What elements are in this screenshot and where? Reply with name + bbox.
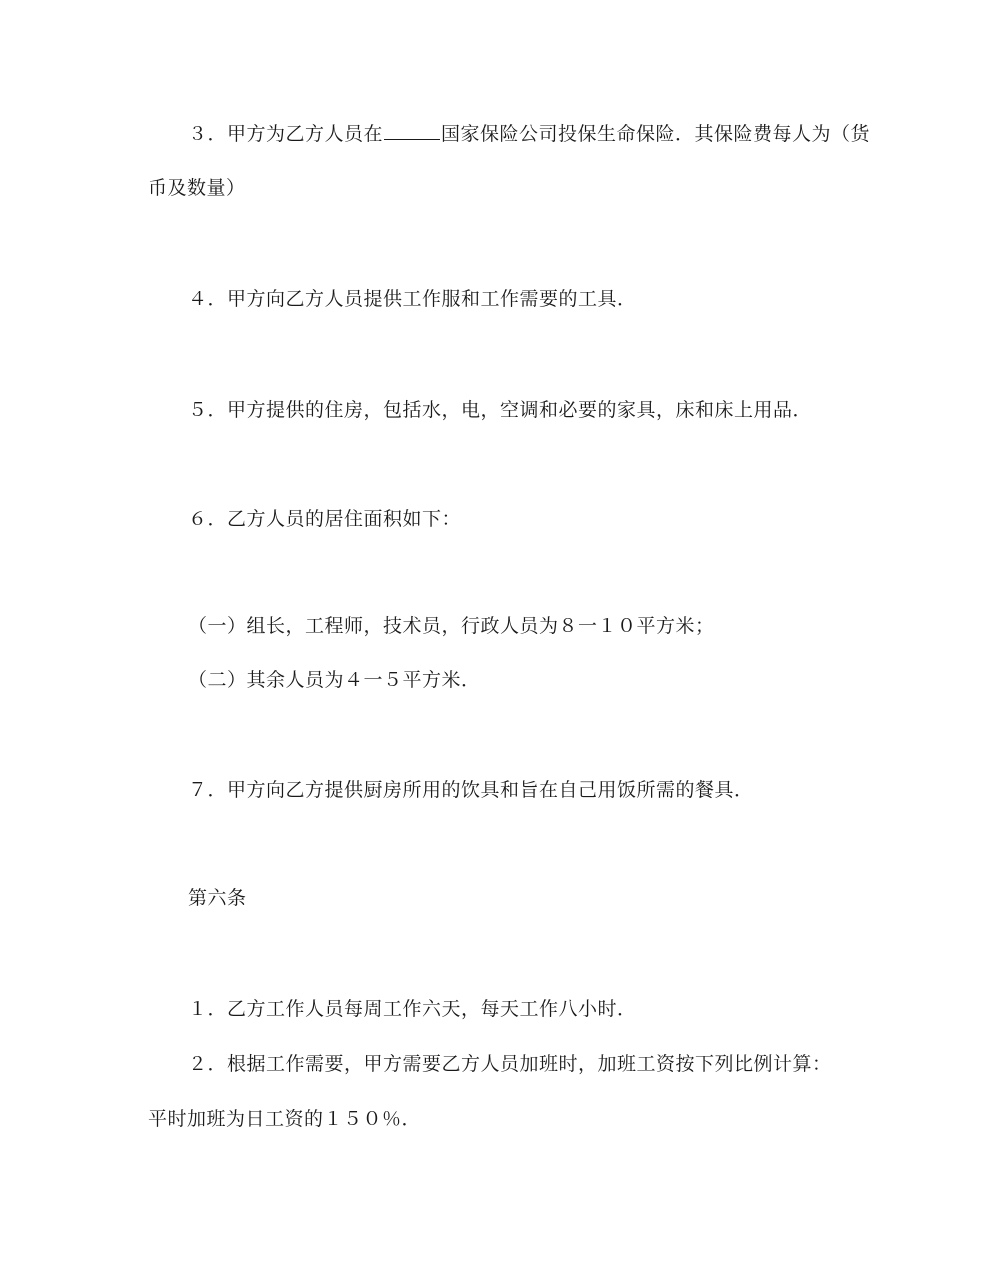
clause-6-sub-1: （一）组长，工程师，技术员，行政人员为８一１０平方米； xyxy=(188,615,715,637)
clause-4: ４．甲方向乙方人员提供工作服和工作需要的工具． xyxy=(188,288,637,310)
clause-3-line-1 xyxy=(188,122,870,146)
clause-3-line-2: 币及数量） xyxy=(148,177,246,199)
clause-6: ６．乙方人员的居住面积如下： xyxy=(188,508,462,530)
clause-3-text-after-blank: 国家保险公司投保生命保险．其保险费每人为（货 xyxy=(441,123,871,145)
clause-5: ５．甲方提供的住房，包括水，电，空调和必要的家具，床和床上用品． xyxy=(188,399,813,421)
article-6-item-2: ２．根据工作需要，甲方需要乙方人员加班时，加班工资按下列比例计算： xyxy=(188,1053,832,1075)
article-6-heading: 第六条 xyxy=(188,887,247,909)
clause-3-text-before-blank: ３．甲方为乙方人员在 xyxy=(188,123,384,145)
clause-6-sub-2: （二）其余人员为４一５平方米． xyxy=(188,669,481,691)
article-6-item-2-detail: 平时加班为日工资的１５０％． xyxy=(148,1108,422,1130)
fill-in-blank xyxy=(384,123,440,140)
clause-7: ７．甲方向乙方提供厨房所用的饮具和旨在自己用饭所需的餐具． xyxy=(188,779,754,801)
article-6-item-1: １．乙方工作人员每周工作六天，每天工作八小时． xyxy=(188,998,637,1020)
